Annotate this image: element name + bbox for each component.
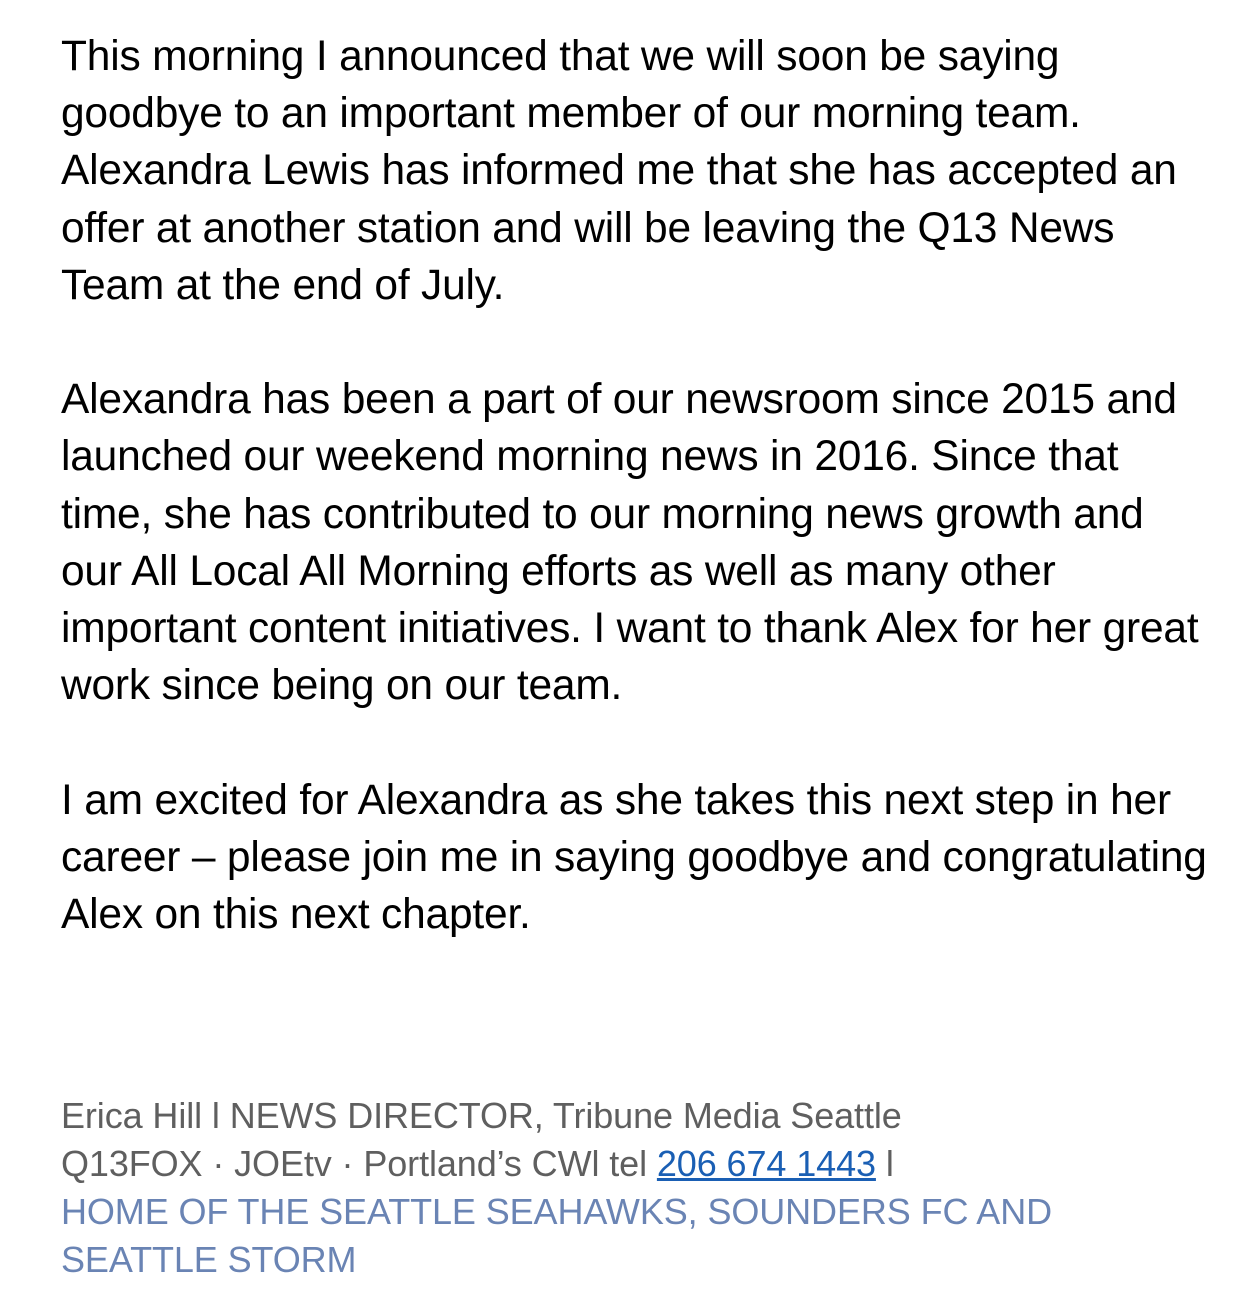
signature-separator: l [875, 1143, 894, 1184]
paragraph-announcement: This morning I announced that we will soon be saying goodbye to an important member of our morning team. Alexandra Lewis has informed me that she has accepted an offer at another station and will be leaving the Q13 News Team at the end of July. [61, 33, 1177, 309]
signature-stations: Q13FOX · JOEtv · Portland’s CWl tel [61, 1143, 657, 1184]
email-signature [61, 1092, 1211, 1284]
signature-tagline: HOME OF THE SEATTLE SEAHAWKS, SOUNDERS FC AND SEATTLE STORM [61, 1191, 1052, 1280]
signature-contact-line [61, 1140, 1211, 1188]
paragraph-farewell: I am excited for Alexandra as she takes this next step in her career – please join me in saying goodbye and congratulating Alex on this next chapter. [61, 776, 1207, 939]
signature-name-title: Erica Hill l NEWS DIRECTOR, Tribune Media Seattle [61, 1095, 902, 1136]
paragraph-history: Alexandra has been a part of our newsroom since 2015 and launched our weekend morning news in 2016. Since that time, she has contributed to our morning news growth and our All Local All Morning efforts as well as many other important content initiatives. I want to thank Alex for her great work since being on our team. [61, 376, 1199, 710]
email-body [61, 28, 1211, 1000]
phone-link[interactable]: 206 674 1443 [656, 1143, 876, 1184]
